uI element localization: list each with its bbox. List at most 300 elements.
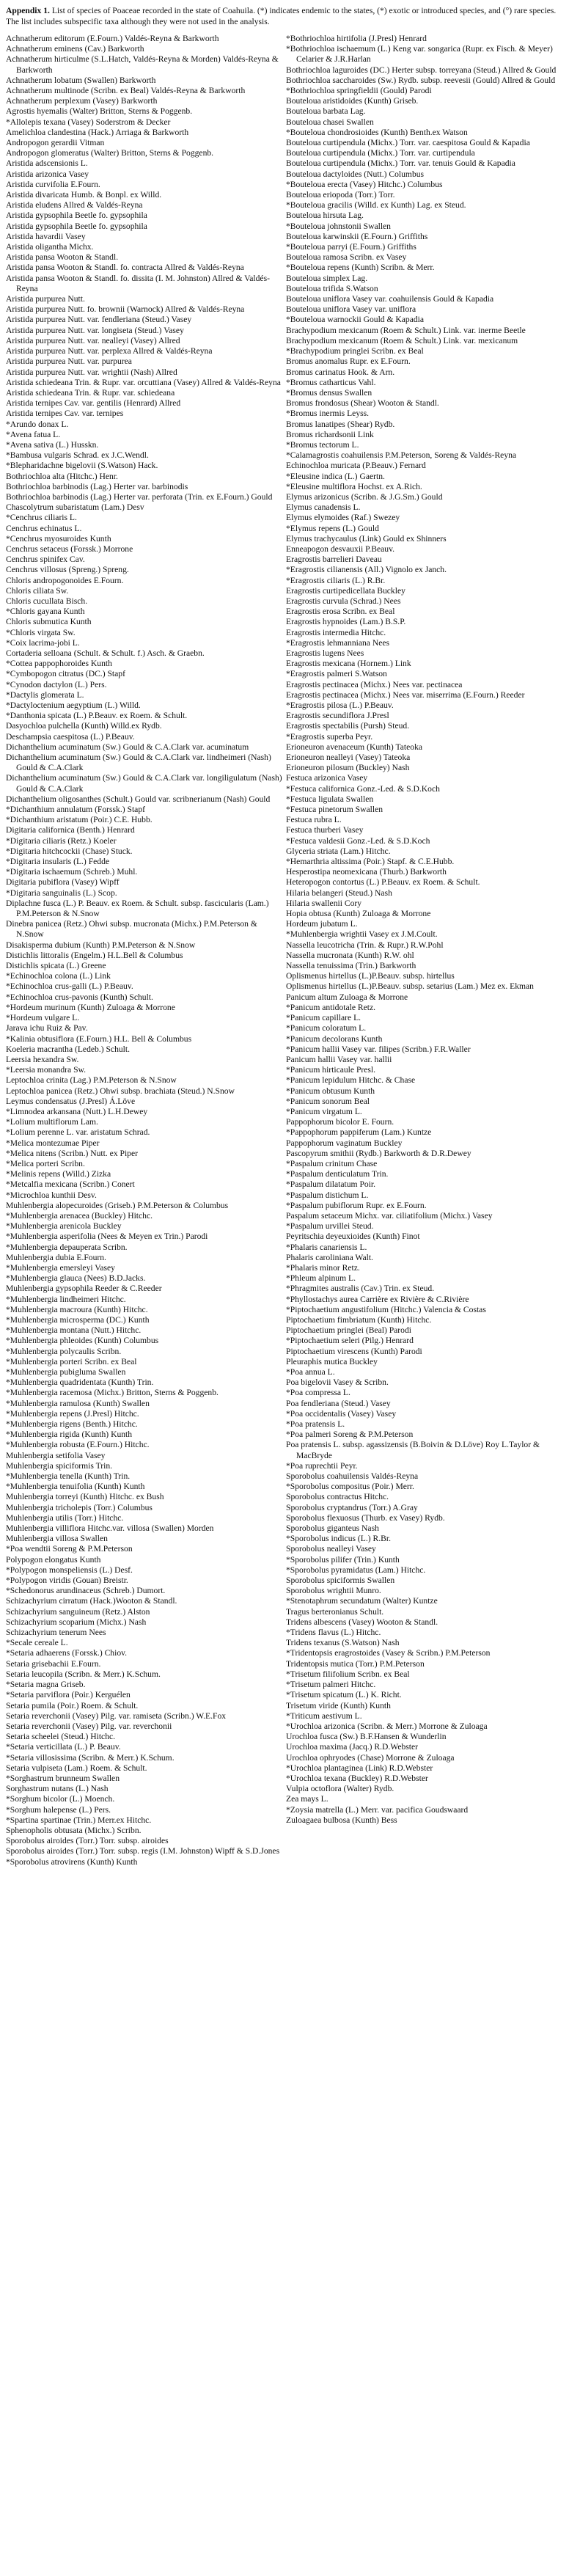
species-entry: Leersia hexandra Sw. (6, 1054, 79, 1064)
species-entry: *Chloris gayana Kunth (6, 607, 85, 617)
species-entry: Eragrostis secundiflora J.Presl (286, 711, 389, 721)
species-entry: *Poa palmeri Soreng & P.M.Peterson (286, 1430, 414, 1440)
species-entry: *Eragrostis pilosa (L.) P.Beauv. (286, 700, 394, 710)
species-entry: Bouteloua trifida S.Watson (286, 283, 378, 293)
species-entry: *Setaria adhaerens (Forssk.) Chiov. (6, 1648, 128, 1658)
species-entry: Elymus canadensis L. (286, 502, 361, 513)
species-entry: *Elymus repens (L.) Gould (286, 523, 379, 533)
species-entry: Polypogon elongatus Kunth (6, 1554, 101, 1565)
species-entry: *Cynodon dactylon (L.) Pers. (6, 679, 107, 689)
species-entry: *Festuca ligulata Swallen (286, 794, 374, 804)
species-entry: *Muhlenbergia repens (J.Presl) Hitchc. (6, 1408, 139, 1419)
species-entry: Poa fendleriana (Steud.) Vasey (286, 1398, 391, 1408)
species-entry: Setaria vulpiseta (Lam.) Roem. & Schult. (6, 1763, 147, 1773)
species-entry: *Muhlenbergia pubigluma Swallen (6, 1367, 126, 1377)
species-entry: *Festuca pinetorum Swallen (286, 805, 383, 815)
species-entry: Peyritschia deyeuxioides (Kunth) Finot (286, 1232, 420, 1242)
species-entry: Bouteloua dactyloides (Nutt.) Columbus (286, 169, 425, 179)
species-entry: Schizachyrium sanguineum (Retz.) Alston (6, 1606, 150, 1617)
species-entry: *Bromus tectorum L. (286, 439, 359, 450)
species-entry: *Dactylis glomerata L. (6, 689, 84, 700)
species-entry: Poa pratensis L. subsp. agassizensis (B.Boivin & D.Löve) Roy L.Taylor & MacBryde (286, 1440, 540, 1460)
species-entry: Bromus lanatipes (Shear) Rydb. (286, 419, 395, 429)
species-entry: Tragus berteronianus Schult. (286, 1606, 384, 1617)
species-entry: *Tridentopsis eragrostoides (Vasey & Scribn.) P.M.Peterson (286, 1648, 491, 1658)
species-entry: Aristida adscensionis L. (6, 158, 88, 169)
species-entry: *Muhlenbergia macroura (Kunth) Hitchc. (6, 1304, 148, 1314)
species-entry: *Muhlenbergia rigida (Kunth) Kunth (6, 1430, 133, 1440)
species-entry: *Urochloa arizonica (Scribn. & Merr.) Morrone & Zuloaga (286, 1721, 488, 1731)
species-entry: Eragrostis spectabilis (Pursh) Steud. (286, 721, 410, 731)
species-entry: Piptochaetium virescens (Kunth) Parodi (286, 1346, 422, 1356)
species-entry: *Bothriochloa springfieldii (Gould) Parodi (286, 86, 432, 96)
species-entry: Chloris andropogonoides E.Fourn. (6, 575, 124, 585)
species-entry: Sporobolus cryptandrus (Torr.) A.Gray (286, 1502, 418, 1512)
species-entry: *Panicum hallii Vasey var. filipes (Scribn.) F.R.Waller (286, 1044, 471, 1054)
species-entry: *Muhlenbergia polycaulis Scribn. (6, 1346, 122, 1356)
species-entry: *Panicum capillare L. (286, 1013, 361, 1023)
species-entry: Setaria reverchonii (Vasey) Pilg. var. ramiseta (Scribn.) W.E.Fox (6, 1710, 227, 1721)
species-entry: *Echinochloa crus-pavonis (Kunth) Schult. (6, 992, 153, 1002)
species-entry: Bromus frondosus (Shear) Wooton & Standl. (286, 398, 439, 409)
species-entry: Leptochloa panicea (Retz.) Ohwi subsp. brachiata (Steud.) N.Snow (6, 1086, 235, 1096)
species-entry: Bothriochloa alta (Hitchc.) Henr. (6, 471, 118, 481)
species-entry: Agrostis hyemalis (Walter) Britton, Sterns & Poggenb. (6, 106, 193, 117)
species-entry: Oplismenus hirtellus (L.)P.Beauv. subsp. setarius (Lam.) Mez ex. Ekman (286, 981, 534, 992)
species-entry: *Sporobolus compositus (Poir.) Merr. (286, 1482, 414, 1492)
species-entry: Aristida ternipes Cav. var. gentilis (Henrard) Allred (6, 398, 181, 409)
species-entry: Glyceria striata (Lam.) Hitchc. (286, 846, 391, 856)
species-entry: Elymus arizonicus (Scribn. & J.G.Sm.) Gould (286, 491, 443, 502)
species-entry: *Melica nitens (Scribn.) Nutt. ex Piper (6, 1148, 138, 1158)
species-entry: Cenchrus spinifex Cav. (6, 555, 85, 565)
species-entry: Aristida purpurea Nutt. var. fendleriana (Steud.) Vasey (6, 315, 192, 325)
species-entry: *Muhlenbergia montana (Nutt.) Hitchc. (6, 1325, 142, 1336)
species-entry: *Paspalum distichum L. (286, 1190, 369, 1200)
species-entry: *Paspalum urvillei Steud. (286, 1221, 374, 1232)
species-entry: *Muhlenbergia depauperata Scribn. (6, 1242, 128, 1252)
species-entry: Festuca arizonica Vasey (286, 773, 368, 783)
species-entry: Nassella tenuissima (Trin.) Barkworth (286, 961, 416, 971)
species-entry: Bouteloua curtipendula (Michx.) Torr. var. caespitosa Gould & Kapadia (286, 138, 530, 148)
species-entry: Nassella leucotricha (Trin. & Rupr.) R.W.Pohl (286, 940, 444, 950)
species-entry: Elymus trachycaulus (Link) Gould ex Shinners (286, 533, 447, 544)
species-entry: *Muhlenbergia tenella (Kunth) Trin. (6, 1471, 131, 1482)
species-entry: Chascolytrum subaristatum (Lam.) Desv (6, 502, 144, 513)
species-entry: Jarava ichu Ruiz & Pav. (6, 1023, 88, 1033)
species-entry: Bothriochloa saccharoides (Sw.) Rydb. subsp. reevesii (Gould) Allred & Gould (286, 75, 556, 85)
species-entry: *Setaria magna Griseb. (6, 1680, 86, 1690)
species-entry: *Avena sativa (L.) Husskn. (6, 439, 99, 450)
species-entry: Bouteloua ramosa Scribn. ex Vasey (286, 252, 407, 263)
species-entry: *Muhlenbergia wrightii Vasey ex J.M.Coult. (286, 929, 438, 940)
species-entry: *Muhlenbergia phleoides (Kunth) Columbus (6, 1336, 159, 1346)
species-entry: Koeleria macrantha (Ledeb.) Schult. (6, 1044, 130, 1054)
species-entry: Deschampsia caespitosa (L.) P.Beauv. (6, 731, 135, 742)
species-entry: Panicum altum Zuloaga & Morrone (286, 992, 408, 1002)
species-entry: Bothriochloa barbinodis (Lag.) Herter var. barbinodis (6, 481, 188, 491)
species-entry: *Bromus catharticus Vahl. (286, 377, 376, 387)
species-entry: Bouteloua uniflora Vasey var. uniflora (286, 304, 416, 315)
species-entry: *Muhlenbergia quadridentata (Kunth) Trin. (6, 1377, 154, 1388)
species-entry: Hesperostipa neomexicana (Thurb.) Barkworth (286, 867, 447, 877)
species-entry: Erioneuron nealleyi (Vasey) Tateoka (286, 753, 411, 763)
species-entry: Bouteloua curtipendula (Michx.) Torr. var. curtipendula (286, 148, 475, 158)
species-entry: *Muhlenbergia lindheimeri Hitchc. (6, 1294, 126, 1304)
species-entry: *Panicum coloratum L. (286, 1023, 367, 1033)
species-entry: *Panicum hirticaule Presl. (286, 1065, 376, 1075)
species-entry: *Stenotaphrum secundatum (Walter) Kuntze (286, 1596, 438, 1606)
species-entry: *Digitaria ischaemum (Schreb.) Muhl. (6, 867, 138, 877)
species-entry: *Kalinia obtusiflora (E.Fourn.) H.L. Bell & Columbus (6, 1033, 192, 1044)
species-entry: *Echinochloa colona (L.) Link (6, 971, 111, 981)
species-entry: *Panicum lepidulum Hitchc. & Chase (286, 1075, 416, 1086)
species-entry: Muhlenbergia gypsophila Reeder & C.Reeder (6, 1284, 162, 1294)
species-entry: *Cenchrus myosuroides Kunth (6, 533, 111, 544)
species-entry: *Panicum sonorum Beal (286, 1096, 370, 1106)
species-entry: Cenchrus villosus (Spreng.) Spreng. (6, 565, 129, 575)
species-entry: Muhlenbergia villosa Swallen (6, 1534, 108, 1544)
species-entry: Sporobolus contractus Hitchc. (286, 1492, 389, 1502)
species-entry: *Echinochloa crus-galli (L.) P.Beauv. (6, 981, 133, 992)
species-entry: Urochloa maxima (Jacq.) R.D.Webster (286, 1742, 418, 1752)
species-entry: Achnatherum eminens (Cav.) Barkworth (6, 44, 144, 54)
species-entry: Sporobolus airoides (Torr.) Torr. subsp. airoides (6, 1836, 169, 1846)
species-entry: *Digitaria ciliaris (Retz.) Koeler (6, 835, 117, 846)
species-entry: Enneapogon desvauxii P.Beauv. (286, 544, 395, 554)
species-entry: *Trisetum spicatum (L.) K. Richt. (286, 1690, 402, 1700)
species-entry: Erioneuron avenaceum (Kunth) Tateoka (286, 742, 423, 752)
species-entry: *Bromus inermis Leyss. (286, 409, 370, 419)
species-entry: *Bambusa vulgaris Schrad. ex J.C.Wendl. (6, 450, 149, 461)
species-entry: *Bromus densus Swallen (286, 387, 372, 398)
species-entry: Setaria grisebachii E.Fourn. (6, 1658, 101, 1669)
species-entry: Bouteloua karwinskii (E.Fourn.) Griffiths (286, 231, 428, 241)
species-entry: Chloris ciliata Sw. (6, 585, 69, 596)
species-entry: *Melica porteri Scribn. (6, 1158, 85, 1168)
species-entry: Aristida eludens Allred & Valdés-Reyna (6, 200, 143, 211)
species-entry: *Phleum alpinum L. (286, 1273, 356, 1284)
species-entry: Achnatherum editorum (E.Fourn.) Valdés-Reyna & Barkworth (6, 34, 219, 43)
species-entry: Muhlenbergia setifolia Vasey (6, 1450, 106, 1460)
caption-text: List of species of Poaceae recorded in the state of Coahuila. (*) indicates endemic to the states, (*) exotic or introduced species, and (°) rare species. The list includes subspecific taxa although they were not used in the analysis. (6, 6, 557, 26)
species-entry: Tridens albescens (Vasey) Wooton & Standl. (286, 1617, 438, 1627)
species-entry: *Muhlenbergia glauca (Nees) B.D.Jacks. (6, 1273, 146, 1284)
species-entry: Achnatherum perplexum (Vasey) Barkworth (6, 96, 158, 106)
species-entry: *Muhlenbergia tenuifolia (Kunth) Kunth (6, 1482, 145, 1492)
species-entry: *Secale cereale L. (6, 1638, 68, 1648)
species-entry: *Bouteloua chondrosioides (Kunth) Benth.ex Watson (286, 127, 468, 137)
species-entry: Aristida divaricata Humb. & Bonpl. ex Willd. (6, 190, 162, 200)
species-entry: *Festuca californica Gonz.-Led. & S.D.Koch (286, 783, 440, 794)
species-entry: *Sorghum bicolor (L.) Moench. (6, 1794, 115, 1804)
species-entry: *Eragrostis superba Peyr. (286, 731, 373, 742)
species-entry: Distichlis littoralis (Engelm.) H.L.Bell & Columbus (6, 950, 183, 960)
species-entry: *Phyllostachys aurea Carrière ex Rivière & C.Rivière (286, 1294, 469, 1304)
species-entry: Hordeum jubatum L. (286, 919, 358, 929)
species-entry: Sporobolus airoides (Torr.) Torr. subsp. regis (I.M. Johnston) Wipff & S.D.Jones (6, 1846, 280, 1856)
species-entry: *Muhlenbergia rigens (Benth.) Hitchc. (6, 1419, 138, 1430)
species-entry: Dinebra panicea (Retz.) Ohwi subsp. mucronata (Michx.) P.M.Peterson & N.Snow (6, 919, 257, 940)
species-entry: *Melinis repens (Willd.) Zizka (6, 1169, 111, 1179)
species-entry: *Calamagrostis coahuilensis P.M.Peterson, Soreng & Valdés-Reyna (286, 450, 517, 461)
species-entry: Bouteloua aristidoides (Kunth) Griseb. (286, 96, 419, 106)
species-entry: Festuca rubra L. (286, 815, 342, 825)
species-entry: Sporobolus spiciformis Swallen (286, 1576, 395, 1586)
species-entry: Eragrostis mexicana (Hornem.) Link (286, 659, 411, 669)
species-entry: Urochloa ophryodes (Chase) Morrone & Zuloaga (286, 1752, 455, 1763)
species-entry: Bouteloua simplex Lag. (286, 273, 368, 283)
species-entry: *Dactyloctenium aegyptium (L.) Willd. (6, 700, 141, 710)
species-entry: *Bouteloua parryi (E.Fourn.) Griffiths (286, 242, 416, 252)
species-entry: Piptochaetium pringlei (Beal) Parodi (286, 1325, 411, 1336)
species-entry: *Bouteloua repens (Kunth) Scribn. & Merr. (286, 263, 435, 273)
species-entry: *Eleusine indica (L.) Gaertn. (286, 471, 385, 481)
species-entry: Diplachne fusca (L.) P. Beauv. ex Roem. & Schult. subsp. fascicularis (Lam.) P.M.Peterson & N.Snow (6, 898, 269, 919)
species-entry: Bouteloua chasei Swallen (286, 117, 374, 127)
species-entry: Elymus elymoides (Raf.) Swezey (286, 513, 400, 523)
species-entry: *Bothriochloa ischaemum (L.) Keng var. songarica (Rupr. ex Fisch. & Meyer) Celarier & J.R.Harlan (286, 44, 553, 65)
species-entry: Tridentopsis mutica (Torr.) P.M.Peterson (286, 1658, 425, 1669)
species-entry: Zea mays L. (286, 1794, 328, 1804)
species-entry: Bromus richardsonii Link (286, 429, 374, 439)
species-entry: Leptochloa crinita (Lag.) P.M.Peterson & N.Snow (6, 1075, 177, 1086)
species-entry: Schizachyrium scoparium (Michx.) Nash (6, 1617, 147, 1627)
species-entry: Aristida gypsophila Beetle fo. gypsophila (6, 211, 147, 221)
species-entry: Bromus anomalus Rupr. ex E.Fourn. (286, 356, 411, 367)
species-entry: *Eragrostis palmeri S.Watson (286, 669, 387, 679)
species-entry: *Poa ruprechtii Peyr. (286, 1460, 358, 1471)
species-entry: Bouteloua uniflora Vasey var. coahuilensis Gould & Kapadia (286, 294, 494, 304)
species-entry: Zuloagaea bulbosa (Kunth) Bess (286, 1815, 397, 1825)
species-entry: *Muhlenbergia robusta (E.Fourn.) Hitchc. (6, 1440, 150, 1450)
species-entry: *Bouteloua warnockii Gould & Kapadia (286, 315, 425, 325)
species-entry: Dasyochloa pulchella (Kunth) Willd.ex Rydb. (6, 721, 162, 731)
species-entry: Urochloa fusca (Sw.) B.F.Hansen & Wunderlin (286, 1732, 447, 1742)
species-entry: *Setaria villosissima (Scribn. & Merr.) K.Schum. (6, 1752, 175, 1763)
species-entry: *Paspalum crinitum Chase (286, 1158, 378, 1168)
species-entry: Brachypodium mexicanum (Roem & Schult.) Link. var. inerme Beetle (286, 325, 526, 335)
species-entry: Schizachyrium tenerum Nees (6, 1628, 106, 1638)
species-entry: *Muhlenbergia arenacea (Buckley) Hitchc. (6, 1210, 153, 1221)
species-entry: Eragrostis lugens Nees (286, 648, 364, 658)
species-entry: *Phragmites australis (Cav.) Trin. ex Steud. (286, 1284, 435, 1294)
species-entry: *Sporobolus indicus (L.) R.Br. (286, 1534, 391, 1544)
species-entry: *Poa pratensis L. (286, 1419, 345, 1430)
species-entry: Piptochaetium fimbriatum (Kunth) Hitchc. (286, 1314, 432, 1325)
species-entry: Aristida purpurea Nutt. (6, 294, 85, 304)
species-entry: Bothriochloa laguroides (DC.) Herter subsp. torreyana (Steud.) Allred & Gould (286, 65, 557, 75)
species-entry: Aristida purpurea Nutt. var. wrightii (Nash) Allred (6, 367, 177, 377)
species-entry: *Spartina spartinae (Trin.) Merr.ex Hitchc. (6, 1815, 152, 1825)
species-entry: Pascopyrum smithii (Rydb.) Barkworth & D.R.Dewey (286, 1148, 471, 1158)
species-entry: Eragrostis pectinacea (Michx.) Nees var. pectinacea (286, 679, 463, 689)
species-entry: *Digitaria sanguinalis (L.) Scop. (6, 888, 117, 898)
species-entry: Achnatherum hirticulme (S.L.Hatch, Valdés-Reyna & Morden) Valdés-Reyna & Barkworth (6, 54, 279, 75)
species-entry: *Panicum antidotale Retz. (286, 1002, 376, 1012)
species-entry: Muhlenbergia torreyi (Kunth) Hitchc. ex Bush (6, 1492, 164, 1502)
species-entry: Achnatherum lobatum (Swallen) Barkworth (6, 75, 156, 85)
species-entry: *Limnodea arkansana (Nutt.) L.H.Dewey (6, 1106, 148, 1116)
species-entry: *Trisetum palmeri Hitchc. (286, 1680, 376, 1690)
species-entry: *Muhlenbergia ramulosa (Kunth) Swallen (6, 1398, 150, 1408)
species-entry: Aristida pansa Wooton & Standl. (6, 252, 119, 263)
species-entry: Leymus condensatus (J.Presl) Á.Löve (6, 1096, 136, 1106)
species-entry: Aristida schiedeana Trin. & Rupr. var. orcuttiana (Vasey) Allred & Valdés-Reyna (6, 377, 281, 387)
species-entry: *Dichanthium aristatum (Poir.) C.E. Hubb. (6, 815, 153, 825)
species-entry: Bouteloua barbata Lag. (286, 106, 366, 117)
species-entry: Pleuraphis mutica Buckley (286, 1356, 378, 1366)
species-entry: Poa bigelovii Vasey & Scribn. (286, 1377, 389, 1388)
species-entry: Oplismenus hirtellus (L.)P.Beauv. subsp. hirtellus (286, 971, 455, 981)
species-entry: Disakisperma dubium (Kunth) P.M.Peterson & N.Snow (6, 940, 196, 950)
species-entry: *Eragrostis cilianensis (All.) Vignolo ex Janch. (286, 565, 447, 575)
species-entry: Aristida purpurea Nutt. var. nealleyi (Vasey) Allred (6, 335, 180, 345)
species-columns (6, 34, 563, 1867)
species-entry: *Panicum virgatum L. (286, 1106, 362, 1116)
species-entry: *Poa wendtii Soreng & P.M.Peterson (6, 1544, 133, 1554)
species-entry: *Muhlenbergia porteri Scribn. ex Beal (6, 1356, 137, 1366)
species-entry: Dichanthelium acuminatum (Sw.) Gould & C.A.Clark var. longiligulatum (Nash) Gould & C.A.Clark (6, 773, 282, 794)
species-entry: *Bouteloua gracilis (Willd. ex Kunth) Lag. ex Steud. (286, 200, 466, 211)
species-entry: *Muhlenbergia racemosa (Michx.) Britton, Sterns & Poggenb. (6, 1388, 219, 1398)
species-entry: Tridens texanus (S.Watson) Nash (286, 1638, 400, 1648)
species-entry: *Poa compressa L. (286, 1388, 350, 1398)
species-entry: *Festuca valdesii Gonz.-Led. & S.D.Koch (286, 835, 430, 846)
appendix-caption (6, 5, 563, 27)
species-entry: *Lolium perenne L. var. aristatum Schrad. (6, 1127, 150, 1138)
species-entry: *Muhlenbergia asperifolia (Nees & Meyen ex Trin.) Parodi (6, 1232, 208, 1242)
species-entry: *Piptochaetium seleri (Pilg.) Henrard (286, 1336, 414, 1346)
species-entry: Digitaria californica (Benth.) Henrard (6, 825, 135, 835)
species-entry: *Tridens flavus (L.) Hitchc. (286, 1628, 381, 1638)
species-entry: *Dichanthium annulatum (Forssk.) Stapf (6, 805, 145, 815)
species-entry: *Sorghastrum brunneum Swallen (6, 1773, 120, 1783)
species-entry: *Piptochaetium angustifolium (Hitchc.) Valencia & Costas (286, 1304, 486, 1314)
species-entry: *Zoysia matrella (L.) Merr. var. pacifica Goudswaard (286, 1804, 469, 1815)
species-entry: *Schedonorus arundinaceus (Schreb.) Dumort. (6, 1586, 166, 1596)
species-entry: Chloris submutica Kunth (6, 617, 92, 627)
species-entry: Bouteloua curtipendula (Michx.) Torr. var. tenuis Gould & Kapadia (286, 158, 515, 169)
species-entry: Sporobolus giganteus Nash (286, 1523, 379, 1534)
species-entry: Schizachyrium cirratum (Hack.)Wooton & Standl. (6, 1596, 177, 1606)
species-entry: Muhlenbergia utilis (Torr.) Hitchc. (6, 1512, 124, 1523)
species-entry: Setaria reverchonii (Vasey) Pilg. var. reverchonii (6, 1721, 172, 1731)
species-entry: *Avena fatua L. (6, 429, 61, 439)
species-entry: *Eragrostis ciliaris (L.) R.Br. (286, 575, 386, 585)
species-entry: *Urochloa texana (Buckley) R.D.Webster (286, 1773, 428, 1783)
species-entry: Muhlenbergia tricholepis (Torr.) Columbus (6, 1502, 153, 1512)
species-entry: *Paspalum dilatatum Poir. (286, 1179, 376, 1190)
species-entry: Aristida gypsophila Beetle fo. gypsophila (6, 221, 147, 231)
species-entry: *Poa annua L. (286, 1367, 335, 1377)
species-entry: Amelichloa clandestina (Hack.) Arriaga & Barkworth (6, 127, 189, 137)
species-entry: Sporobolus flexuosus (Thurb. ex Vasey) Rydb. (286, 1512, 445, 1523)
species-entry: Sporobolus wrightii Munro. (286, 1586, 381, 1596)
species-entry: Andropogon glomeratus (Walter) Britton, Sterns & Poggenb. (6, 148, 214, 158)
species-entry: *Bouteloua johnstonii Swallen (286, 221, 391, 231)
species-entry: Setaria scheelei (Steud.) Hitchc. (6, 1732, 116, 1742)
species-entry: *Sporobolus pilifer (Trin.) Kunth (286, 1554, 400, 1565)
species-entry: *Setaria parviflora (Poir.) Kerguélen (6, 1690, 131, 1700)
species-entry: *Lolium multiflorum Lam. (6, 1117, 98, 1127)
species-entry: Phalaris caroliniana Walt. (286, 1252, 373, 1262)
species-entry: *Poa occidentalis (Vasey) Vasey (286, 1408, 397, 1419)
species-entry: Vulpia octoflora (Walter) Rydb. (286, 1784, 394, 1794)
species-entry: *Cenchrus ciliaris L. (6, 513, 77, 523)
species-entry: Aristida havardii Vasey (6, 231, 86, 241)
species-entry: Pappophorum vaginatum Buckley (286, 1138, 403, 1148)
species-entry: Dichanthelium acuminatum (Sw.) Gould & C.A.Clark var. acuminatum (6, 742, 249, 752)
species-entry: *Urochloa plantaginea (Link) R.D.Webster (286, 1763, 433, 1773)
species-entry: *Eragrostis lehmanniana Nees (286, 637, 390, 648)
species-entry: *Cottea pappophoroides Kunth (6, 659, 112, 669)
species-entry: Heteropogon contortus (L.) P.Beauv. ex Roem. & Schult. (286, 877, 480, 888)
species-entry: Aristida curvifolia E.Fourn. (6, 179, 100, 189)
species-entry: Eragrostis curtipedicellata Buckley (286, 585, 405, 596)
species-entry: Aristida schiedeana Trin. & Rupr. var. schiedeana (6, 387, 175, 398)
species-entry: Achnatherum multinode (Scribn. ex Beal) Valdés-Reyna & Barkworth (6, 86, 246, 96)
species-entry: Hilaria belangeri (Steud.) Nash (286, 888, 392, 898)
species-entry: Festuca thurberi Vasey (286, 825, 364, 835)
species-entry: Eragrostis erosa Scribn. ex Beal (286, 607, 395, 617)
species-entry: *Bothriochloa hirtifolia (J.Presl) Henrard (286, 34, 427, 43)
species-entry: Aristida ternipes Cav. var. ternipes (6, 409, 124, 419)
species-entry: *Digitaria hitchcockii (Chase) Stuck. (6, 846, 133, 856)
species-entry: *Panicum obtusum Kunth (286, 1086, 375, 1096)
species-entry: Aristida oligantha Michx. (6, 242, 94, 252)
species-entry: Digitaria pubiflora (Vasey) Wipff (6, 877, 120, 888)
species-entry: Sporobolus nealleyi Vasey (286, 1544, 376, 1554)
species-entry: Paspalum setaceum Michx. var. ciliatifolium (Michx.) Vasey (286, 1210, 493, 1221)
species-entry: Cenchrus setaceus (Forssk.) Morrone (6, 544, 133, 554)
species-entry: *Pappophorum pappiferum (Lam.) Kuntze (286, 1127, 432, 1138)
species-entry: *Sporobolus atrovirens (Kunth) Kunth (6, 1856, 138, 1867)
species-column-left (6, 34, 283, 1867)
species-entry: *Eleusine multiflora Hochst. ex A.Rich. (286, 481, 422, 491)
species-entry: *Panicum decolorans Kunth (286, 1033, 383, 1044)
species-entry: *Leersia monandra Sw. (6, 1065, 87, 1075)
species-entry: Hilaria swallenii Cory (286, 898, 362, 908)
species-entry: *Coix lacrima-jobi L. (6, 637, 80, 648)
species-entry: *Digitaria insularis (L.) Fedde (6, 857, 110, 867)
species-entry: Muhlenbergia dubia E.Fourn. (6, 1252, 106, 1262)
species-entry: Andropogon gerardii Vitman (6, 138, 105, 148)
species-entry: Setaria leucopila (Scribn. & Merr.) K.Schum. (6, 1669, 161, 1679)
species-entry: Aristida purpurea Nutt. var. purpurea (6, 356, 132, 367)
species-entry: Distichlis spicata (L.) Greene (6, 961, 106, 971)
species-column-right (286, 34, 563, 1867)
species-entry: Sorghastrum nutans (L.) Nash (6, 1784, 109, 1794)
species-entry: Nassella mucronata (Kunth) R.W. ohl (286, 950, 414, 960)
species-entry: Bromus carinatus Hook. & Arn. (286, 367, 395, 377)
species-entry: Hopia obtusa (Kunth) Zuloaga & Morrone (286, 909, 431, 919)
species-entry: *Microchloa kunthii Desv. (6, 1190, 97, 1200)
species-entry: Dichanthelium oligosanthes (Schult.) Gould var. scribnerianum (Nash) Gould (6, 794, 271, 804)
species-entry: *Muhlenbergia arenicola Buckley (6, 1221, 122, 1232)
species-entry: Sphenopholis obtusata (Michx.) Scribn. (6, 1825, 142, 1835)
species-entry: *Cymbopogon citratus (DC.) Stapf (6, 669, 125, 679)
species-entry: Cortaderia selloana (Schult. & Schult. f.) Asch. & Graebn. (6, 648, 205, 658)
species-entry: *Metcalfia mexicana (Scribn.) Conert (6, 1179, 135, 1190)
species-entry: Panicum hallii Vasey var. hallii (286, 1054, 392, 1064)
species-entry: Bouteloua eriopoda (Torr.) Torr. (286, 190, 395, 200)
species-entry: *Polypogon viridis (Gouan) Breistr. (6, 1576, 128, 1586)
species-entry: *Paspalum denticulatum Trin. (286, 1169, 389, 1179)
species-entry: *Brachypodium pringlei Scribn. ex Beal (286, 346, 424, 356)
species-entry: *Polypogon monspeliensis (L.) Desf. (6, 1565, 133, 1575)
species-entry: *Sporobolus pyramidatus (Lam.) Hitchc. (286, 1565, 426, 1575)
